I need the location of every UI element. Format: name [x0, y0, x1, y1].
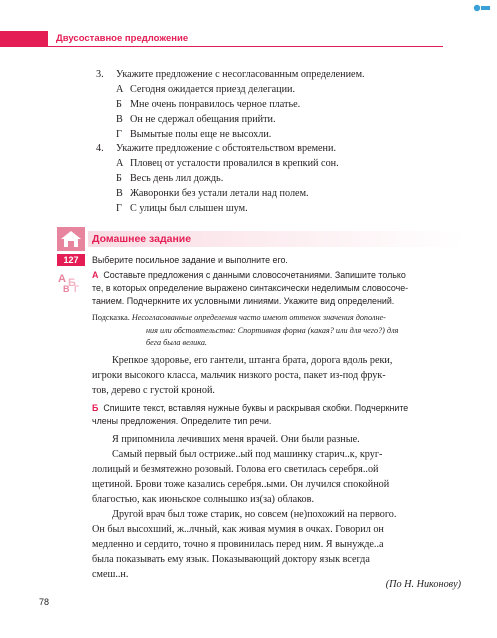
text-line-8: медленно и сердито, точно я провинилась перед ним. Я вынужде..а — [92, 539, 384, 550]
hint-line-1 — [92, 312, 386, 324]
task-text: Составьте предложения с данными словосочетаниями. Запишите только — [103, 270, 406, 280]
task-a-line-3: танием. Подчеркните их условными линиями. Укажите вид определений. — [92, 296, 395, 306]
option-text: Вымытые полы еще не высохли. — [130, 129, 272, 140]
option-q4-a — [116, 156, 339, 171]
exercise-instruction: Выберите посильное задание и выполните его. — [92, 255, 288, 265]
option-q3-c — [116, 112, 276, 127]
hint-line-3 — [146, 337, 207, 349]
option-letter: В — [116, 114, 123, 125]
text-line-3: лолицый и безмятежно розовый. Голова его светилась серебря..ой — [92, 464, 379, 475]
hint-line-2 — [146, 325, 398, 337]
option-letter: Г — [116, 203, 122, 214]
hint-label: Подсказка. — [92, 313, 130, 322]
svg-text:Б: Б — [68, 277, 76, 289]
phrases-line-3: тов, дерево с густой кроной. — [92, 385, 215, 396]
text-line-2: Самый первый был остриже..ый под машинку старич..к, круг- — [112, 449, 383, 460]
house-icon — [57, 227, 85, 251]
header-divider — [48, 46, 443, 47]
option-text: Сегодня ожидается приезд делегации. — [130, 84, 296, 95]
option-letter: Б — [116, 99, 122, 110]
text-line-7: Он был высохший, ж..лчный, как живая мумия в очках. Говорил он — [92, 524, 384, 535]
text-line-6: Другой врач был тоже старик, но совсем (не)похожий на первого. — [112, 509, 397, 520]
option-text: Весь день лил дождь. — [130, 173, 224, 184]
page-number: 78 — [39, 597, 50, 607]
hint-text: Несогласованные определения часто имеют оттенок значения дополне- — [131, 313, 386, 322]
section-title: Двусоставное предложение — [56, 33, 189, 44]
publisher-logo-icon — [473, 4, 491, 12]
hint-example: Спортивная форма (какая? или для чего?) для — [237, 326, 399, 335]
option-q3-a — [116, 82, 295, 97]
svg-text:А: А — [58, 273, 66, 285]
text-line-10: смеш..н. — [92, 569, 129, 580]
option-text: Жаворонки без устали летали над полем. — [130, 188, 309, 199]
svg-text:Г: Г — [74, 284, 80, 293]
text-line-4: щетиной. Брови тоже казались серебря..ыми. Он лучился спокойной — [92, 479, 390, 490]
option-letter: Б — [116, 173, 122, 184]
task-b-line-2: члены предложения. Определите тип речи. — [92, 416, 272, 426]
option-text: С улицы был слышен шум. — [130, 203, 248, 214]
option-text: Пловец от усталости провалился в крепкий сон. — [130, 158, 339, 169]
question-number: 3. — [96, 69, 104, 80]
option-text: Мне очень понравилось черное платье. — [130, 99, 301, 110]
option-q3-b — [116, 97, 300, 112]
task-b-line-1 — [92, 402, 408, 415]
text-author — [386, 577, 461, 592]
task-a-line-2: те, в которых определение выражено синтаксически неделимым словосоче- — [92, 283, 409, 293]
task-text: Спишите текст, вставляя нужные буквы и раскрывая скобки. Подчеркните — [103, 403, 409, 413]
question-number: 4. — [96, 143, 104, 154]
option-letter: Г — [116, 129, 122, 140]
option-q4-c — [116, 186, 309, 201]
question-text: Укажите предложение с обстоятельством времени. — [116, 143, 337, 154]
text-line-9: была показывать ему язык. Показывающий доктору язык всегда — [92, 554, 370, 565]
task-letter: Б — [92, 403, 99, 413]
option-letter: В — [116, 188, 123, 199]
option-letter: А — [116, 158, 124, 169]
text-line-1: Я припомнила лечивших меня врачей. Они были разные. — [112, 434, 360, 445]
option-q3-d — [116, 127, 271, 142]
option-q4-b — [116, 171, 223, 186]
question-text: Укажите предложение с несогласованным определением. — [116, 69, 365, 80]
phrases-line-1: Крепкое здоровье, его гантели, штанга брата, дорога вдоль реки, — [112, 355, 393, 366]
header-accent-block — [0, 31, 48, 47]
task-a-line-1 — [92, 269, 406, 282]
hint-text: ния или обстоятельства: — [146, 326, 236, 335]
hint-example: бега была велика. — [146, 338, 207, 347]
task-letter: А — [92, 270, 99, 280]
exercise-number-badge: 127 — [57, 254, 85, 266]
abc-icon — [57, 271, 85, 293]
option-text: Он не сдержал обещания прийти. — [130, 114, 276, 125]
option-letter: А — [116, 84, 124, 95]
question-4 — [96, 141, 336, 156]
author-name: (По Н. Никонову) — [385, 579, 461, 590]
svg-text:В: В — [63, 284, 70, 293]
option-q4-d — [116, 201, 248, 216]
text-line-5: благостью, как июньское солнышко из(за) облаков. — [92, 494, 314, 505]
phrases-line-2: игроки высокого класса, мальчик низкого роста, пакет из-под фрук- — [92, 370, 386, 381]
question-3 — [96, 67, 365, 82]
homework-title: Домашнее задание — [92, 233, 192, 245]
